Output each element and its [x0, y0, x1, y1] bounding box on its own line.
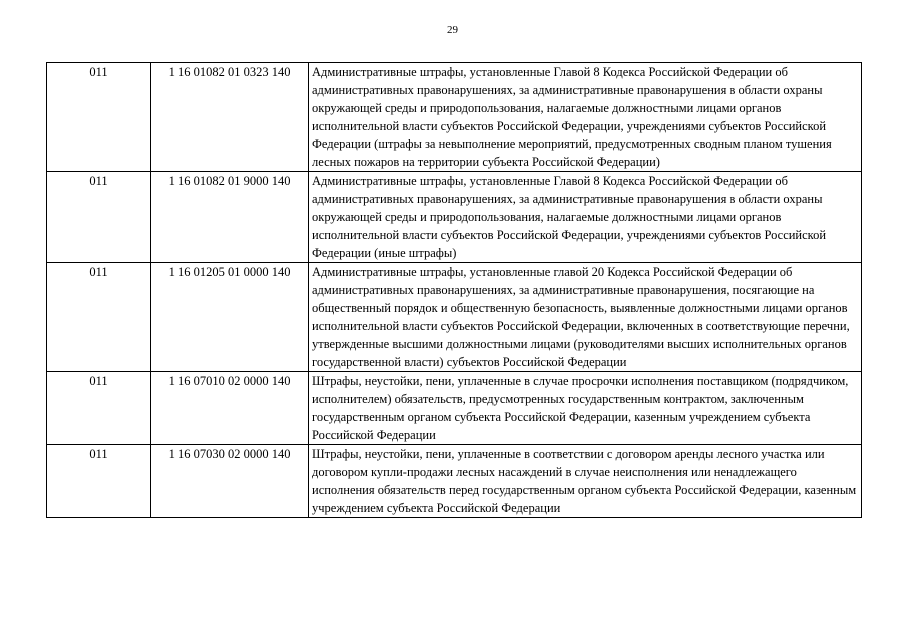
table-row: [47, 372, 862, 445]
table-row: [47, 445, 862, 518]
description-cell: Штрафы, неустойки, пени, уплаченные в случае просрочки исполнения поставщиком (подрядчиком, исполнителем) обязательств, предусмотренных государственным контрактом, заключенным государственным органом субъекта Российской Федерации, казенным учреждением субъекта Российской Федерации: [309, 372, 862, 445]
admin-code-cell: 011: [47, 172, 151, 263]
admin-code-cell: 011: [47, 372, 151, 445]
kbk-code-cell: 1 16 01082 01 9000 140: [151, 172, 309, 263]
table-row: [47, 172, 862, 263]
kbk-code-cell: 1 16 01205 01 0000 140: [151, 263, 309, 372]
kbk-code-cell: 1 16 07010 02 0000 140: [151, 372, 309, 445]
table-row: [47, 263, 862, 372]
description-cell: Штрафы, неустойки, пени, уплаченные в соответствии с договором аренды лесного участка или договором купли-продажи лесных насаждений в случае неисполнения или ненадлежащего исполнения обязательств перед государственным органом субъекта Российской Федерации, казенным учреждением субъекта Российской Федерации: [309, 445, 862, 518]
kbk-code-cell: 1 16 01082 01 0323 140: [151, 63, 309, 172]
admin-code-cell: 011: [47, 63, 151, 172]
description-cell: Административные штрафы, установленные Главой 8 Кодекса Российской Федерации об административных правонарушениях, за административные правонарушения в области охраны окружающей среды и природопользования, налагаемые должностными лицами органов исполнительной власти субъектов Российской Федерации, учреждениями субъектов Российской Федерации (штрафы за невыполнение мероприятий, предусмотренных сводным планом тушения лесных пожаров на территории субъекта Российской Федерации): [309, 63, 862, 172]
page-number: 29: [447, 24, 458, 36]
description-cell: Административные штрафы, установленные Главой 8 Кодекса Российской Федерации об административных правонарушениях, за административные правонарушения в области охраны окружающей среды и природопользования, налагаемые должностными лицами органов исполнительной власти субъектов Российской Федерации, учреждениями субъектов Российской Федерации (иные штрафы): [309, 172, 862, 263]
table-row: [47, 63, 862, 172]
kbk-code-cell: 1 16 07030 02 0000 140: [151, 445, 309, 518]
description-cell: Административные штрафы, установленные главой 20 Кодекса Российской Федерации об административных правонарушениях, за административные правонарушения, посягающие на общественный порядок и общественную безопасность, выявленные должностными лицами органов исполнительной власти субъектов Российской Федерации, включенных в соответствующие перечни, утвержденные высшими должностными лицами (руководителями высших исполнительных органов государственной власти) субъектов Российской Федерации: [309, 263, 862, 372]
revenue-codes-table: [46, 62, 862, 518]
admin-code-cell: 011: [47, 263, 151, 372]
admin-code-cell: 011: [47, 445, 151, 518]
